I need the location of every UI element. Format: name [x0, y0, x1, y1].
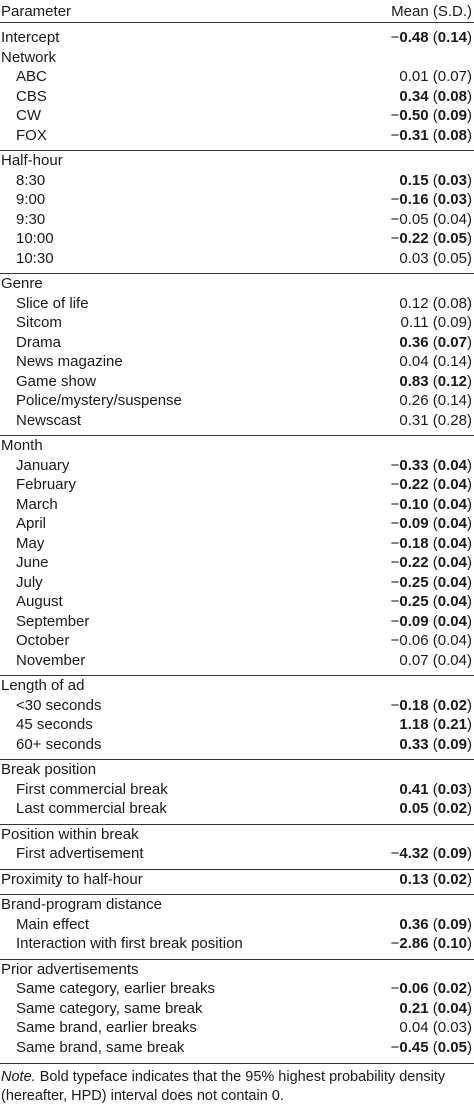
- value-mean: 0.05: [399, 800, 429, 817]
- row-label: August: [16, 593, 63, 610]
- table-row: [0, 696, 474, 716]
- value-sd: 0.09: [437, 735, 467, 753]
- value-mean: 0.22: [399, 476, 429, 493]
- table-row: [0, 979, 474, 999]
- value-sd: 0.02: [437, 800, 467, 817]
- value-sd: 0.04: [437, 476, 467, 493]
- value-sd: 0.09: [437, 314, 467, 331]
- row-label: Drama: [16, 333, 62, 351]
- table-group-row: [0, 675, 474, 696]
- row-label: June: [16, 554, 49, 571]
- table-row: [0, 553, 474, 573]
- row-value: 0.41 (0.03): [399, 780, 472, 798]
- value-mean: 0.10: [399, 495, 429, 513]
- row-label: Network: [1, 48, 57, 66]
- value-sd: 0.09: [437, 845, 467, 862]
- value-sign: −: [390, 1038, 400, 1056]
- table-row: [0, 475, 474, 495]
- table-row: [0, 294, 474, 314]
- value-mean: 1.18: [399, 716, 429, 733]
- table-row: [0, 190, 474, 210]
- value-sd: 0.04: [437, 534, 467, 552]
- table-row: [0, 1018, 474, 1038]
- row-label: Brand-program distance: [1, 896, 162, 913]
- row-label: July: [16, 573, 43, 591]
- table-row: [0, 715, 474, 735]
- row-value: 0.26 (0.14): [399, 392, 472, 409]
- value-mean: 0.18: [399, 696, 429, 714]
- table-row: [0, 229, 474, 249]
- row-value: 0.34 (0.08): [399, 87, 472, 105]
- table-group-row: [0, 959, 474, 980]
- value-sign: −: [390, 696, 400, 714]
- value-sign: −: [390, 612, 400, 630]
- value-mean: 0.31: [399, 126, 429, 144]
- row-value: −0.06 (0.04): [390, 632, 472, 649]
- table-row: [0, 210, 474, 230]
- value-mean: 0.34: [399, 87, 429, 105]
- row-label: 10:00: [16, 230, 54, 247]
- value-sign: −: [390, 476, 400, 493]
- value-mean: 0.06: [399, 632, 429, 649]
- value-mean: 0.04: [399, 353, 429, 370]
- table-row: [0, 651, 474, 671]
- table-body: [0, 28, 474, 1057]
- value-sign: −: [390, 534, 400, 552]
- row-value: −0.33 (0.04): [390, 456, 472, 474]
- row-label: 9:00: [16, 191, 46, 208]
- table-row: [0, 799, 474, 819]
- value-sign: −: [390, 456, 400, 474]
- value-sd: 0.03: [437, 191, 467, 208]
- row-value: 0.12 (0.08): [399, 294, 472, 312]
- table-row: [0, 780, 474, 800]
- value-sd: 0.04: [437, 495, 467, 513]
- row-label: April: [16, 515, 47, 532]
- table-row: [0, 592, 474, 612]
- table-row: [0, 573, 474, 593]
- value-mean: 0.36: [399, 333, 429, 351]
- value-sd: 0.04: [437, 456, 467, 474]
- value-mean: 0.22: [399, 554, 429, 571]
- table-row: [0, 352, 474, 372]
- value-sign: −: [390, 845, 400, 862]
- row-label: Main effect: [16, 915, 90, 933]
- value-sign: −: [390, 191, 400, 208]
- row-label: Proximity to half-hour: [1, 870, 143, 888]
- value-mean: 0.83: [399, 372, 429, 390]
- value-mean: 0.36: [399, 915, 429, 933]
- value-sd: 0.28: [437, 411, 467, 429]
- table-group-row: [0, 150, 474, 171]
- value-mean: 0.03: [399, 249, 429, 267]
- table-row: [0, 495, 474, 515]
- table-group-row: [0, 869, 474, 890]
- table-group-row: [0, 824, 474, 845]
- table-row: [0, 1038, 474, 1058]
- row-label: Same category, earlier breaks: [16, 980, 215, 997]
- row-label: News magazine: [16, 353, 123, 370]
- value-mean: 0.22: [399, 230, 429, 247]
- value-mean: 0.06: [399, 980, 429, 997]
- row-label: May: [16, 534, 45, 552]
- row-value: 0.36 (0.07): [399, 333, 472, 351]
- row-label: 10:30: [16, 249, 54, 267]
- row-label: Same brand, same break: [16, 1038, 185, 1056]
- row-label: November: [16, 651, 86, 669]
- row-value: −0.18 (0.04): [390, 534, 472, 552]
- value-sd: 0.14: [437, 392, 467, 409]
- row-label: Genre: [1, 275, 43, 292]
- value-sign: −: [390, 980, 400, 997]
- value-mean: 0.25: [399, 593, 429, 610]
- value-sign: −: [390, 632, 400, 649]
- value-sd: 0.03: [437, 780, 467, 798]
- row-label: Last commercial break: [16, 800, 167, 817]
- value-mean: 0.48: [399, 29, 429, 46]
- row-label: Slice of life: [16, 294, 89, 312]
- table-row: [0, 844, 474, 864]
- value-mean: 4.32: [399, 845, 429, 862]
- value-mean: 0.15: [399, 171, 429, 189]
- row-value: 0.36 (0.09): [399, 915, 472, 933]
- row-label: Length of ad: [1, 677, 85, 694]
- row-label: Half-hour: [1, 152, 63, 169]
- row-value: 0.33 (0.09): [399, 735, 472, 753]
- row-label: September: [16, 612, 90, 630]
- row-label: First commercial break: [16, 780, 168, 798]
- row-value: −0.18 (0.02): [390, 696, 472, 714]
- table-row: [0, 631, 474, 651]
- table-group-row: [0, 273, 474, 294]
- value-sd: 0.10: [437, 935, 467, 952]
- value-sd: 0.04: [437, 593, 467, 610]
- value-sd: 0.09: [437, 107, 467, 124]
- row-value: 0.31 (0.28): [399, 411, 472, 429]
- row-label: February: [16, 476, 77, 493]
- table-group-row: [0, 894, 474, 915]
- value-sd: 0.02: [437, 980, 467, 997]
- value-mean: 0.04: [399, 1019, 429, 1036]
- table-row: [0, 372, 474, 392]
- row-value: −0.06 (0.02): [390, 980, 472, 997]
- value-sign: −: [390, 515, 400, 532]
- row-value: −0.10 (0.04): [390, 495, 472, 513]
- value-sign: −: [390, 935, 400, 952]
- row-value: 0.13 (0.02): [399, 870, 472, 888]
- row-label: Police/mystery/suspense: [16, 392, 182, 409]
- value-sd: 0.04: [437, 651, 467, 669]
- table-row: [0, 514, 474, 534]
- row-value: 0.01 (0.07): [399, 68, 472, 85]
- table-row: [0, 249, 474, 269]
- table-row: [0, 391, 474, 411]
- value-sd: 0.05: [437, 1038, 467, 1056]
- row-label: Sitcom: [16, 314, 62, 331]
- value-mean: 0.50: [399, 107, 429, 124]
- row-value: 0.04 (0.14): [399, 353, 472, 370]
- row-value: 0.03 (0.05): [399, 249, 472, 267]
- row-label: 45 seconds: [16, 716, 93, 733]
- table-row: [0, 735, 474, 755]
- row-label: Newscast: [16, 411, 82, 429]
- value-mean: 0.31: [399, 411, 429, 429]
- value-mean: 0.41: [399, 780, 429, 798]
- value-sign: −: [390, 573, 400, 591]
- row-label: Position within break: [1, 825, 139, 843]
- value-sd: 0.04: [437, 515, 467, 532]
- row-label: Interaction with first break position: [16, 935, 243, 952]
- row-value: −0.50 (0.09): [390, 107, 472, 124]
- value-sd: 0.02: [437, 696, 467, 714]
- table-row: [0, 171, 474, 191]
- value-mean: 0.25: [399, 573, 429, 591]
- table-row: [0, 106, 474, 126]
- value-sd: 0.14: [437, 29, 467, 46]
- value-mean: 0.33: [399, 735, 429, 753]
- value-mean: 0.07: [399, 651, 429, 669]
- value-mean: 0.26: [399, 392, 429, 409]
- row-value: −0.05 (0.04): [390, 210, 472, 228]
- value-mean: 0.01: [399, 68, 429, 85]
- table-group-row: [0, 759, 474, 780]
- header-mean-sd: Mean (S.D.): [391, 2, 472, 20]
- value-sd: 0.07: [437, 68, 467, 85]
- row-value: −0.25 (0.04): [390, 573, 472, 591]
- row-label: Same category, same break: [16, 999, 203, 1017]
- row-value: −0.45 (0.05): [390, 1038, 472, 1056]
- row-value: 0.04 (0.03): [399, 1019, 472, 1036]
- row-label: October: [16, 632, 70, 649]
- value-sd: 0.02: [437, 870, 467, 888]
- value-mean: 0.13: [399, 870, 429, 888]
- row-value: −0.09 (0.04): [390, 612, 472, 630]
- table-group-row: [0, 28, 474, 48]
- table-note: [0, 1063, 474, 1106]
- table-row: [0, 333, 474, 353]
- table-group-row: [0, 48, 474, 68]
- value-sd: 0.03: [437, 171, 467, 189]
- value-sd: 0.12: [437, 372, 467, 390]
- value-mean: 0.33: [399, 456, 429, 474]
- table-row: [0, 934, 474, 954]
- value-sd: 0.08: [437, 87, 467, 105]
- row-value: −0.09 (0.04): [390, 515, 472, 532]
- value-sd: 0.07: [437, 333, 467, 351]
- table-row: [0, 87, 474, 107]
- header-parameter: Parameter: [1, 2, 72, 20]
- table-header: [0, 0, 474, 23]
- value-sign: −: [390, 210, 400, 228]
- row-label: Break position: [1, 761, 97, 778]
- table-group-row: [0, 435, 474, 456]
- row-value: −0.31 (0.08): [390, 126, 472, 144]
- row-value: −2.86 (0.10): [390, 935, 472, 952]
- value-sd: 0.03: [437, 1019, 467, 1036]
- row-label: Month: [1, 437, 43, 454]
- value-mean: 0.09: [399, 612, 429, 630]
- row-value: 0.21 (0.04): [399, 999, 472, 1017]
- value-sign: −: [390, 107, 400, 124]
- value-mean: 0.45: [399, 1038, 429, 1056]
- row-value: −0.48 (0.14): [390, 29, 472, 46]
- value-sd: 0.04: [437, 554, 467, 571]
- row-label: CW: [16, 107, 41, 124]
- value-sign: −: [390, 593, 400, 610]
- table-row: [0, 67, 474, 87]
- row-value: −4.32 (0.09): [390, 845, 472, 862]
- value-sd: 0.21: [437, 716, 467, 733]
- row-label: 8:30: [16, 171, 46, 189]
- value-mean: 0.09: [399, 515, 429, 532]
- value-sign: −: [390, 126, 400, 144]
- row-label: Prior advertisements: [1, 960, 139, 978]
- table-row: [0, 313, 474, 333]
- row-label: March: [16, 495, 58, 513]
- row-value: 0.11 (0.09): [400, 314, 472, 331]
- row-label: ABC: [16, 68, 47, 85]
- row-label: January: [16, 456, 70, 474]
- note-text: Bold typeface indicates that the 95% highest probability density (hereafter, HPD) interval does not contain 0.: [1, 1069, 446, 1104]
- value-sd: 0.08: [437, 126, 467, 144]
- row-label: CBS: [16, 87, 47, 105]
- value-sd: 0.04: [437, 612, 467, 630]
- value-sign: −: [390, 29, 400, 46]
- value-sd: 0.09: [437, 915, 467, 933]
- row-label: FOX: [16, 126, 47, 144]
- value-sd: 0.04: [437, 210, 467, 228]
- row-label: Game show: [16, 372, 97, 390]
- value-sd: 0.08: [437, 294, 467, 312]
- value-mean: 0.21: [399, 999, 429, 1017]
- row-label: First advertisement: [16, 845, 144, 862]
- table-row: [0, 126, 474, 146]
- table-row: [0, 534, 474, 554]
- row-label: 60+ seconds: [16, 735, 102, 753]
- table-row: [0, 456, 474, 476]
- value-sign: −: [390, 230, 400, 247]
- row-value: −0.22 (0.04): [390, 476, 472, 493]
- value-mean: 0.12: [399, 294, 429, 312]
- value-sd: 0.05: [437, 230, 467, 247]
- value-mean: 0.18: [399, 534, 429, 552]
- row-value: −0.16 (0.03): [390, 191, 472, 208]
- value-sd: 0.04: [437, 999, 467, 1017]
- note-lead: Note.: [1, 1069, 36, 1085]
- value-mean: 0.16: [399, 191, 429, 208]
- row-label: 9:30: [16, 210, 46, 228]
- row-value: −0.25 (0.04): [390, 593, 472, 610]
- row-value: 0.15 (0.03): [399, 171, 472, 189]
- value-sign: −: [390, 495, 400, 513]
- value-sd: 0.04: [437, 573, 467, 591]
- row-label: Intercept: [1, 29, 60, 46]
- value-mean: 2.86: [399, 935, 429, 952]
- table-row: [0, 999, 474, 1019]
- value-mean: 0.11: [400, 314, 429, 331]
- row-value: 0.83 (0.12): [399, 372, 472, 390]
- table-row: [0, 915, 474, 935]
- row-value: −0.22 (0.04): [390, 554, 472, 571]
- value-sd: 0.05: [437, 249, 467, 267]
- table-row: [0, 612, 474, 632]
- row-value: 0.07 (0.04): [399, 651, 472, 669]
- row-label: Same brand, earlier breaks: [16, 1019, 197, 1036]
- table-row: [0, 411, 474, 431]
- row-label: <30 seconds: [16, 696, 102, 714]
- row-value: 1.18 (0.21): [399, 716, 472, 733]
- value-sd: 0.04: [437, 632, 467, 649]
- row-value: −0.22 (0.05): [390, 230, 472, 247]
- value-mean: 0.05: [399, 210, 429, 228]
- value-sd: 0.14: [437, 353, 467, 370]
- row-value: 0.05 (0.02): [399, 800, 472, 817]
- value-sign: −: [390, 554, 400, 571]
